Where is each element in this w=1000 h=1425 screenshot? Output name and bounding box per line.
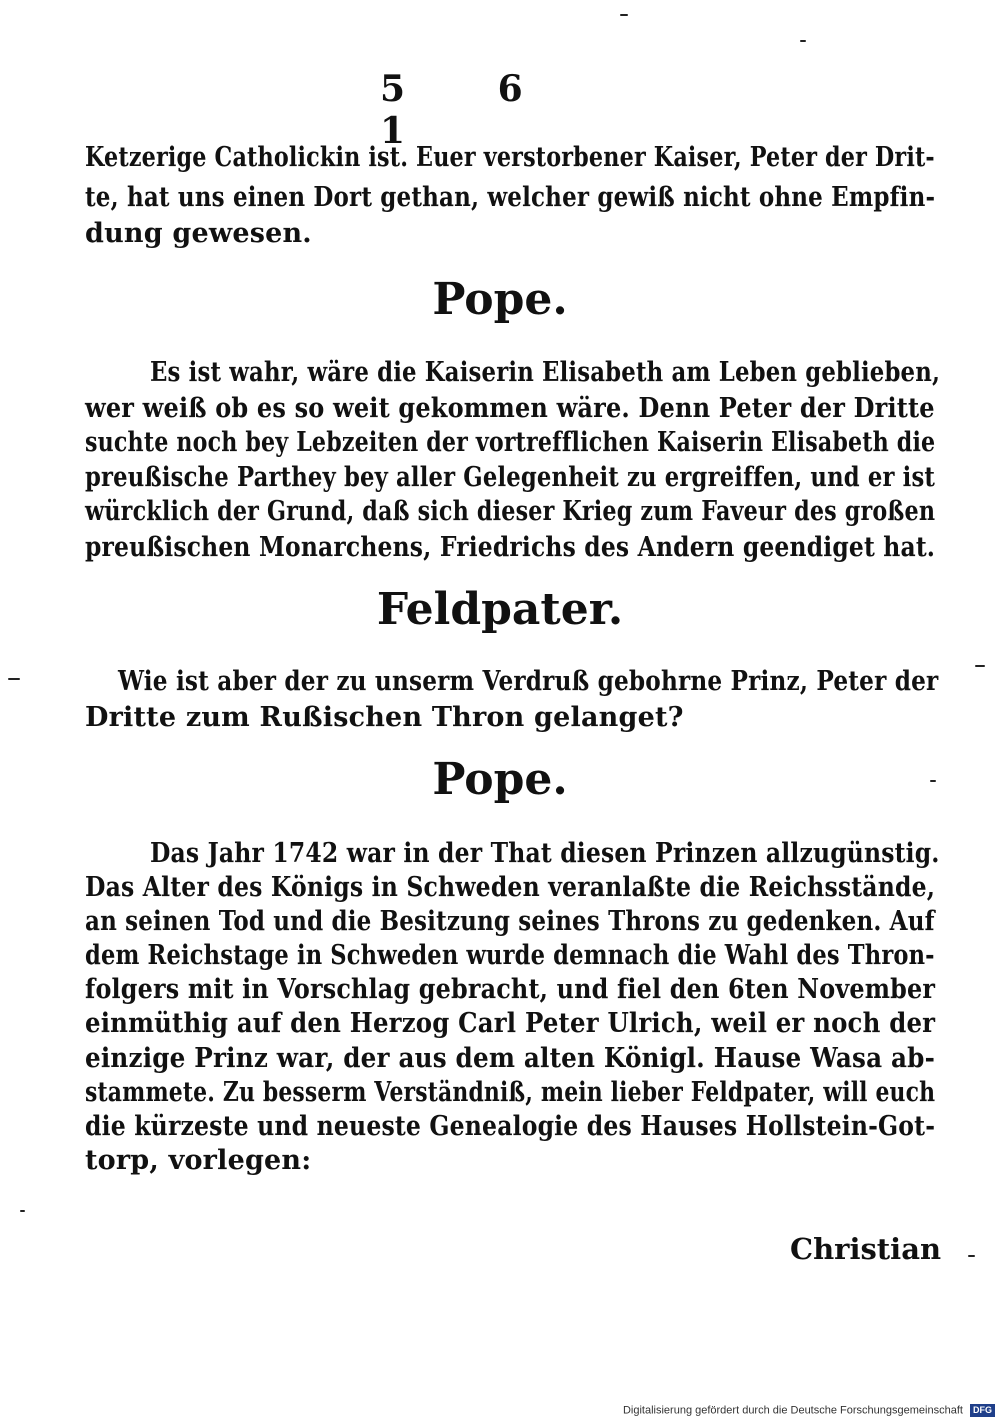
text-line: Dritte zum Rußischen Thron gelanget?	[85, 702, 684, 733]
speaker-heading: Pope.	[432, 274, 568, 325]
text-line: Es ist wahr, wäre die Kaiserin Elisabeth am Leben geblieben,	[150, 357, 941, 388]
text-line: preußische Parthey bey aller Gelegenheit zu ergreiffen, und er ist	[85, 462, 936, 493]
text-line: dung gewesen.	[85, 218, 312, 249]
page-number: 5 6 1	[380, 68, 563, 152]
speaker-heading: Pope.	[432, 754, 568, 805]
text-line: dem Reichstage in Schweden wurde demnach die Wahl des Thron-	[85, 940, 935, 971]
scan-speck	[620, 14, 628, 16]
scan-speck	[975, 665, 985, 667]
text-line: die kürzeste und neueste Genealogie des Hauses Hollstein-Got-	[85, 1111, 936, 1142]
text-line: folgers mit in Vorschlag gebracht, und fiel den 6ten November	[85, 974, 936, 1005]
scan-speck	[930, 780, 936, 782]
scan-speck	[800, 40, 806, 42]
footer-text: Digitalisierung gefördert durch die Deutsche Forschungsgemeinschaft	[622, 1404, 963, 1417]
text-line: torp, vorlegen:	[85, 1145, 312, 1176]
text-line: einmüthig auf den Herzog Carl Peter Ulrich, weil er noch der	[85, 1008, 936, 1039]
text-line: Wie ist aber der zu unserm Verdruß gebohrne Prinz, Peter der	[118, 666, 939, 697]
dfg-logo-icon: DFG	[970, 1404, 995, 1417]
text-line: Das Alter des Königs in Schweden veranlaßte die Reichsstände,	[85, 872, 936, 903]
text-line: an seinen Tod und die Besitzung seines Throns zu gedenken. Auf	[85, 906, 935, 937]
text-line: stammete. Zu besserm Verständniß, mein lieber Feldpater, will euch	[85, 1077, 936, 1108]
text-line: te, hat uns einen Dort gethan, welcher gewiß nicht ohne Empfin-	[85, 182, 936, 213]
text-line: suchte noch bey Lebzeiten der vortrefflichen Kaiserin Elisabeth die	[85, 427, 936, 458]
text-line: preußischen Monarchens, Friedrichs des Andern geendiget hat.	[85, 532, 936, 563]
scan-speck	[20, 1210, 25, 1212]
catchword: Christian	[790, 1232, 942, 1266]
text-line: würcklich der Grund, daß sich dieser Krieg zum Faveur des großen	[85, 496, 936, 527]
text-line: wer weiß ob es so weit gekommen wäre. Denn Peter der Dritte	[85, 393, 935, 424]
digitization-footer	[600, 1404, 995, 1417]
scan-speck	[8, 678, 20, 680]
text-line: Das Jahr 1742 war in der That diesen Prinzen allzugünstig.	[150, 838, 940, 869]
scan-speck	[968, 1255, 975, 1257]
text-line: einzige Prinz war, der aus dem alten Königl. Hause Wasa ab-	[85, 1043, 935, 1074]
speaker-heading: Feldpater.	[376, 584, 624, 635]
text-line: Ketzerige Catholickin ist. Euer verstorbener Kaiser, Peter der Drit-	[85, 142, 935, 173]
